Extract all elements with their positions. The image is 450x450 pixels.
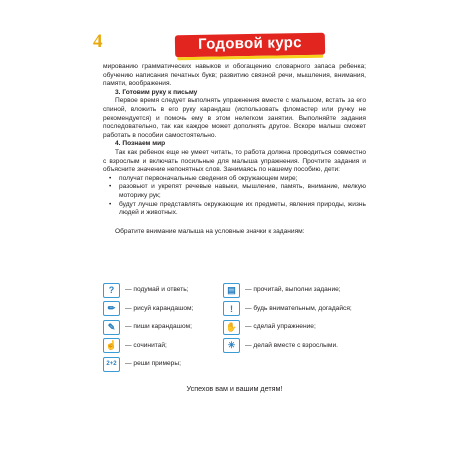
legend-item-read: ▤ — прочитай, выполни задание; <box>223 283 363 297</box>
main-text <box>103 63 366 236</box>
legend-intro: Обратите внимание малыша на условные значки к заданиям: <box>115 227 305 235</box>
exclamation-icon: ! <box>223 301 240 316</box>
question-icon: ? <box>103 283 120 298</box>
section-3-text: Первое время следует выполнять упражнения вместе с малышом, встать за его спиной, вложить в его руку карандаш (использовать фломастер или ручку не рекомендуется) и помочь ему в этом нелегком занятии. Выполняйте задания последовательно, так как каждое может дополнять другое. Вскоре малыш сможет работать в пособии самостоятельно. <box>103 97 366 139</box>
composing-hand-icon: ☝ <box>103 338 120 353</box>
intro-paragraph: мированию грамматических навыков и обогащению словарного запаса ребенка; обучению написания печатных букв; развитию связной речи, мышления, внимания, памяти, воображения. <box>103 63 366 88</box>
section-3-heading: 3. Готовим руку к письму <box>115 88 198 96</box>
bullet-item: • получат первоначальные сведения об окружающем мире; <box>109 174 298 182</box>
legend-item-think: ? — подумай и ответь; <box>103 283 223 297</box>
legend-item-together: ✳ — делай вместе с взрослыми. <box>223 339 363 353</box>
math-icon: 2+2 <box>103 357 120 372</box>
legend-item-math: 2+2 — реши примеры; <box>103 357 223 371</box>
writing-pencil-icon: ✎ <box>103 320 120 335</box>
section-4-text: Так как ребенок еще не умеет читать, то работа должна проводиться совместно с взрослым и включать посильные для малыша упражнения. Прочтите задания и объясните значение непонятных слов. Занимаясь по нашему пособию, дети: <box>103 148 366 174</box>
legend-item-draw: ✏ — рисуй карандашом; <box>103 302 223 316</box>
header-banner <box>175 33 325 58</box>
section-4-bullets <box>103 175 366 218</box>
legend-item-exercise: ✋ — сделай упражнение; <box>223 320 363 334</box>
together-icon: ✳ <box>223 338 240 353</box>
bullet-item: • будут лучше представлять окружающие их предметы, явления природы, жизнь людей и животных. <box>109 200 366 217</box>
section-4-heading: 4. Познаем мир <box>115 140 166 148</box>
book-icon: ▤ <box>223 283 240 298</box>
pencil-icon: ✏ <box>103 301 120 316</box>
page-number: 4 <box>93 31 103 52</box>
legend-item-compose: ☝ — сочинитай; <box>103 339 223 353</box>
header-stripe <box>177 55 323 61</box>
closing-text: Успехов вам и вашим детям! <box>186 384 283 393</box>
hand-icon: ✋ <box>223 320 240 335</box>
legend-grid <box>103 283 363 371</box>
legend-item-write: ✎ — пиши карандашом; <box>103 320 223 334</box>
legend-item-attention: ! — будь внимательным, догадайся; <box>223 302 363 316</box>
header-title: Годовой курс <box>197 34 302 53</box>
bullet-item: • разовьют и укрепят речевые навыки, мышление, память, внимание, мелкую моторику рук; <box>109 183 366 199</box>
